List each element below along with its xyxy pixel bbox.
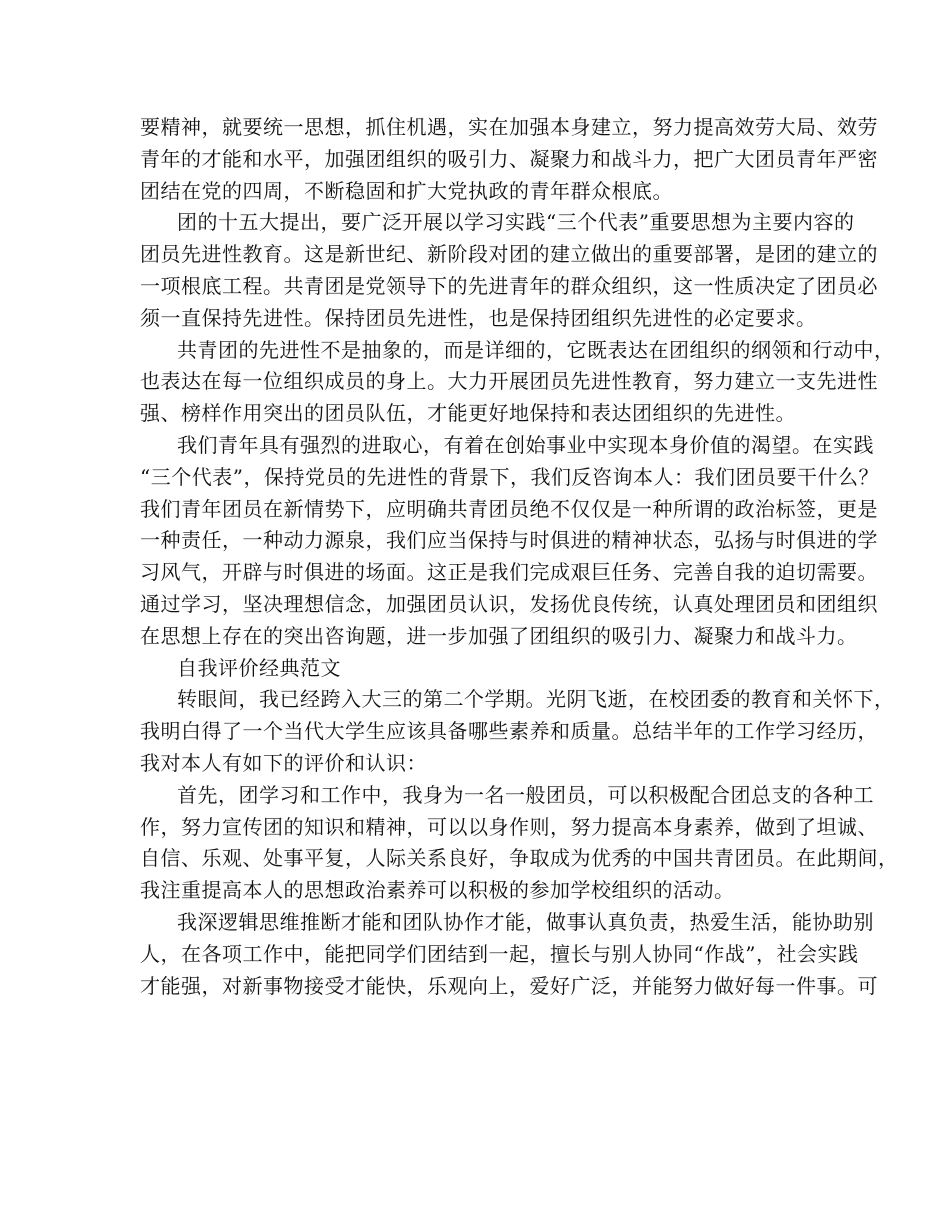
text-line: 团的十五大提出，要广泛开展以学习实践“三个代表”重要思想为主要内容的 [177, 210, 855, 235]
text-line: 我们青年具有强烈的进取心，有着在创始事业中实现本身价值的渴望。在实践 [177, 432, 874, 457]
text-line: 首先，团学习和工作中，我身为一名一般团员，可以积极配合团总支的各种工 [177, 782, 874, 807]
text-line: 人，在各项工作中，能把同学们团结到一起，擅长与别人协同“作战”，社会实践 [140, 941, 859, 966]
text-line: 共青团的先进性不是抽象的，而是详细的，它既表达在团组织的纲领和行动中， [177, 337, 895, 362]
text-line: 习风气，开辟与时俱进的场面。这正是我们完成艰巨任务、完善自我的迫切需要。 [140, 560, 878, 585]
text-line: 一种责任，一种动力源泉，我们应当保持与时俱进的精神状态，弘扬与时俱进的学 [140, 528, 878, 553]
text-line: 通过学习，坚决理想信念，加强团员认识，发扬优良传统，认真处理团员和团组织 [140, 591, 878, 616]
text-line: 强、榜样作用突出的团员队伍，才能更好地保持和表达团组织的先进性。 [140, 401, 796, 426]
text-line: 团员先进性教育。这是新世纪、新阶段对团的建立做出的重要部署，是团的建立的 [140, 242, 878, 267]
text-line: 青年的才能和水平，加强团组织的吸引力、凝聚力和战斗力，把广大团员青年严密 [140, 146, 878, 171]
text-line: 我们青年团员在新情势下，应明确共青团员绝不仅仅是一种所谓的政治标签，更是 [140, 496, 878, 521]
document-body [140, 112, 899, 1002]
text-line: 自信、乐观、处事平复，人际关系良好，争取成为优秀的中国共青团员。在此期间， [140, 846, 899, 871]
text-line: 我对本人有如下的评价和认识： [140, 750, 427, 775]
text-line: 自我评价经典范文 [177, 655, 341, 680]
text-line: 一项根底工程。共青团是党领导下的先进青年的群众组织，这一性质决定了团员必 [140, 273, 878, 298]
text-line: 须一直保持先进性。保持团员先进性，也是保持团组织先进性的必定要求。 [140, 305, 817, 330]
text-line: 我注重提高本人的思想政治素养可以积极的参加学校组织的活动。 [140, 878, 735, 903]
text-line: 我深逻辑思维推断才能和团队协作才能，做事认真负责，热爱生活，能协助别 [177, 909, 874, 934]
text-line: “三个代表”，保持党员的先进性的背景下，我们反咨询本人：我们团员要干什么？ [140, 464, 879, 489]
text-line: 转眼间，我已经跨入大三的第二个学期。光阴飞逝，在校团委的教育和关怀下， [177, 687, 895, 712]
text-line: 在思想上存在的突出咨询题，进一步加强了团组织的吸引力、凝聚力和战斗力。 [140, 623, 858, 648]
text-line: 作，努力宣传团的知识和精神，可以以身作则，努力提高本身素养，做到了坦诚、 [140, 814, 878, 839]
text-line: 团结在党的四周，不断稳固和扩大党执政的青年群众根底。 [140, 178, 673, 203]
text-line: 才能强，对新事物接受才能快，乐观向上，爱好广泛，并能努力做好每一件事。可 [140, 973, 878, 998]
text-line: 要精神，就要统一思想，抓住机遇，实在加强本身建立，努力提高效劳大局、效劳 [140, 115, 878, 139]
text-line: 也表达在每一位组织成员的身上。大力开展团员先进性教育，努力建立一支先进性 [140, 369, 878, 394]
text-line: 我明白得了一个当代大学生应该具备哪些素养和质量。总结半年的工作学习经历， [140, 719, 878, 744]
